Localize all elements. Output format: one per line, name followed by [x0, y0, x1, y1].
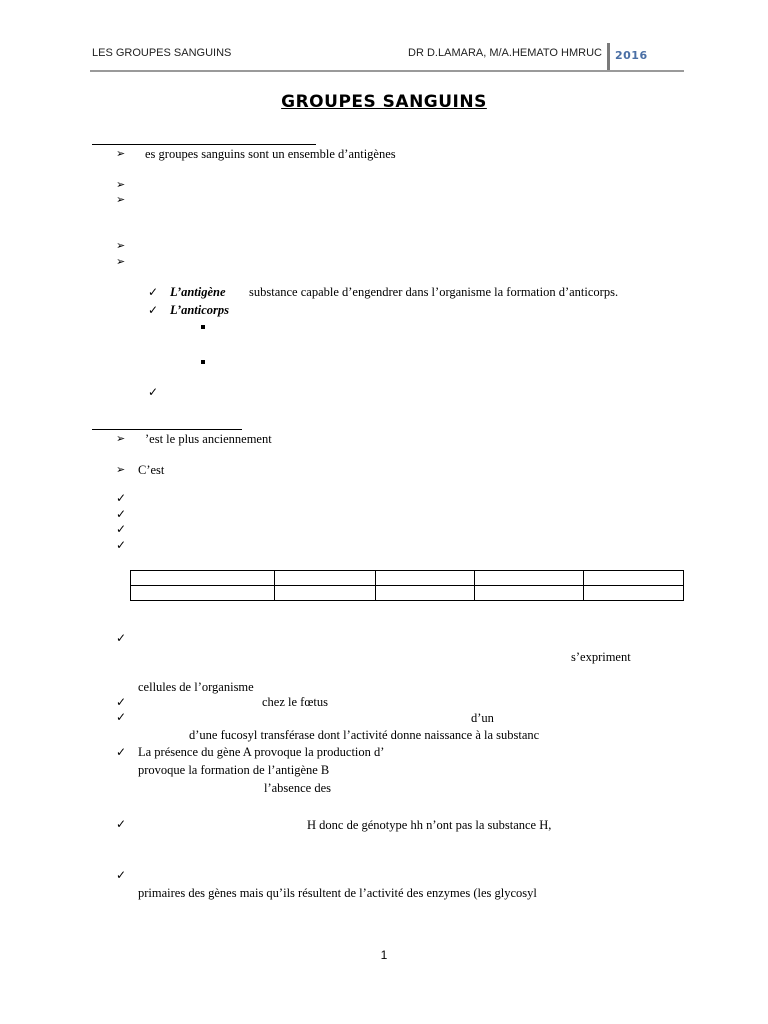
arrow-bullet-icon: ➢: [116, 147, 126, 160]
check-bullet-icon: ✓: [116, 491, 127, 505]
text-line: provoque la formation de l’antigène B: [138, 763, 330, 777]
header-year: 2016: [615, 49, 648, 62]
check-bullet-icon: ✓: [148, 385, 159, 399]
table-cell: [131, 571, 275, 586]
table-cell: [584, 571, 684, 586]
table-row: [131, 571, 684, 586]
arrow-bullet-icon: ➢: [116, 255, 126, 268]
antigene-label: L’antigène: [170, 285, 226, 299]
check-bullet-icon: ✓: [116, 745, 127, 759]
anticorps-label: L’anticorps: [170, 303, 230, 317]
table-cell: [584, 586, 684, 601]
table-cell: [274, 586, 375, 601]
list-item: C’est: [138, 463, 165, 477]
text-line: La présence du gène A provoque la production d’: [138, 745, 385, 759]
header-left: LES GROUPES SANGUINS: [92, 47, 232, 59]
text-line: H donc de génotype hh n’ont pas la substance H,: [307, 818, 552, 832]
square-bullet-icon: [201, 360, 205, 364]
check-bullet-icon: ✓: [116, 631, 127, 645]
check-bullet-icon: ✓: [116, 522, 127, 536]
table-cell: [375, 586, 475, 601]
table-cell: [375, 571, 475, 586]
check-bullet-icon: ✓: [116, 710, 127, 724]
text-line: s’expriment: [571, 650, 631, 664]
text-line: primaires des gènes mais qu’ils résultent de l’activité des enzymes (les glycosyl: [138, 886, 537, 900]
arrow-bullet-icon: ➢: [116, 239, 126, 252]
section1-heading-line: [92, 144, 316, 145]
text-line: d’un: [471, 711, 494, 725]
list-item: ’est le plus anciennement: [145, 432, 272, 446]
page-number: 1: [380, 948, 388, 962]
text-line: l’absence des: [264, 781, 331, 795]
text-line: d’une fucosyl transférase dont l’activité donne naissance à la substanc: [189, 728, 540, 742]
square-bullet-icon: [201, 325, 205, 329]
check-bullet-icon: ✓: [116, 817, 127, 831]
arrow-bullet-icon: ➢: [116, 432, 126, 445]
check-bullet-icon: ✓: [116, 507, 127, 521]
section2-heading-line: [92, 429, 242, 430]
arrow-bullet-icon: ➢: [116, 463, 126, 476]
text-line: chez le fœtus: [262, 695, 328, 709]
table-cell: [274, 571, 375, 586]
list-item: es groupes sanguins sont un ensemble d’antigènes: [145, 147, 396, 161]
header-divider: [607, 43, 610, 70]
check-bullet-icon: ✓: [116, 868, 127, 882]
table-row: [131, 586, 684, 601]
check-bullet-icon: ✓: [116, 695, 127, 709]
arrow-bullet-icon: ➢: [116, 193, 126, 206]
page-title: GROUPES SANGUINS: [281, 92, 487, 112]
check-bullet-icon: ✓: [148, 303, 159, 317]
check-bullet-icon: ✓: [116, 538, 127, 552]
header-rule: [90, 70, 684, 72]
table-cell: [131, 586, 275, 601]
arrow-bullet-icon: ➢: [116, 178, 126, 191]
text-line: cellules de l’organisme: [138, 680, 254, 694]
data-table: [130, 570, 684, 601]
table-cell: [475, 571, 584, 586]
antigene-definition: substance capable d’engendrer dans l’organisme la formation d’anticorps.: [249, 285, 619, 299]
check-bullet-icon: ✓: [148, 285, 159, 299]
header-right: DR D.LAMARA, M/A.HEMATO HMRUC: [408, 47, 602, 59]
table-cell: [475, 586, 584, 601]
